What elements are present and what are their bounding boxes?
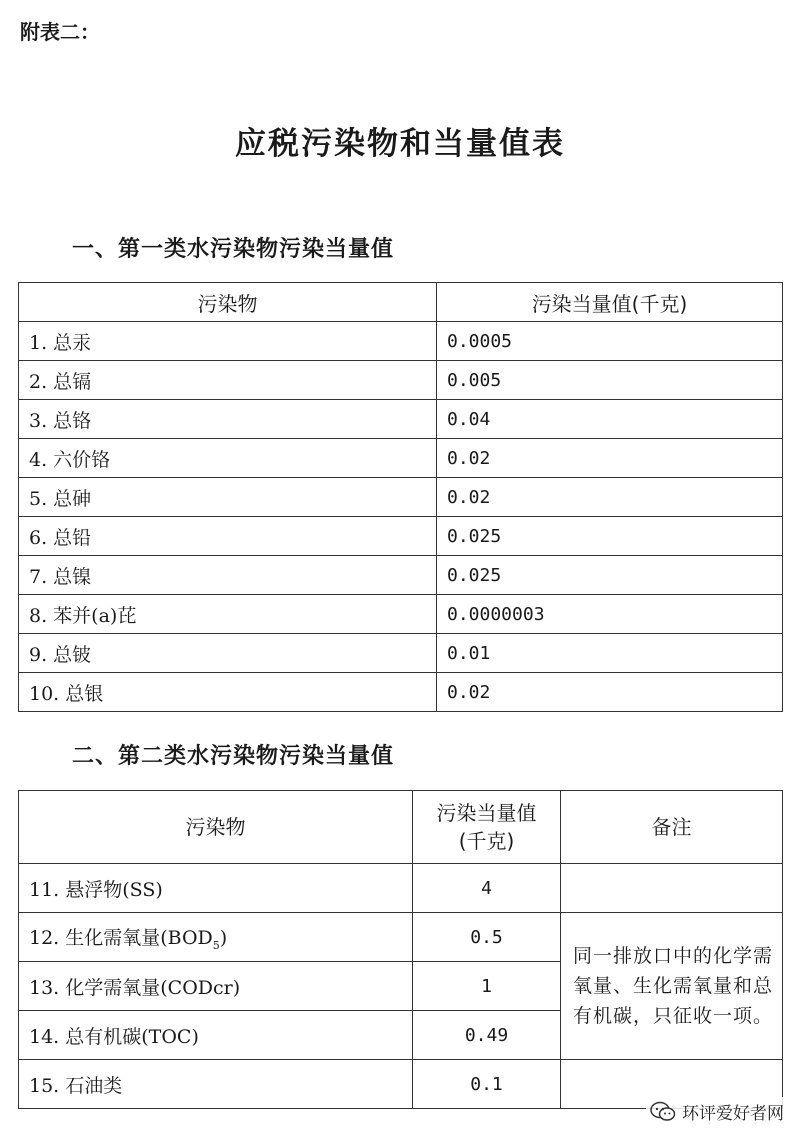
equivalent-value: 0.5 <box>413 913 561 962</box>
equivalent-value: 0.025 <box>437 556 783 595</box>
pollutant-name: 4. 六价铬 <box>19 439 437 478</box>
table-row <box>19 673 783 712</box>
table-row <box>19 595 783 634</box>
column-header-pollutant: 污染物 <box>19 283 437 322</box>
name-prefix: 12. 生化需氧量(BOD <box>29 926 213 949</box>
pollutant-name: 14. 总有机碳(TOC) <box>19 1011 413 1060</box>
remark-cell-empty <box>561 864 783 913</box>
table-row <box>19 400 783 439</box>
equivalent-value: 0.49 <box>413 1011 561 1060</box>
subscript: 5 <box>212 938 220 952</box>
pollutant-name: 5. 总砷 <box>19 478 437 517</box>
table-row <box>19 478 783 517</box>
remark-cell: 同一排放口中的化学需氧量、生化需氧量和总有机碳，只征收一项。 <box>561 913 783 1060</box>
table-category-1 <box>18 282 783 712</box>
equivalent-value: 0.0005 <box>437 322 783 361</box>
equivalent-value: 0.0000003 <box>437 595 783 634</box>
table-row <box>19 864 783 913</box>
pollutant-name: 1. 总汞 <box>19 322 437 361</box>
pollutant-name <box>19 913 413 962</box>
column-header-remark: 备注 <box>561 791 783 864</box>
pollutant-name: 15. 石油类 <box>19 1060 413 1109</box>
column-header-equivalent-value: 污染当量值(千克) <box>437 283 783 322</box>
equivalent-value: 0.1 <box>413 1060 561 1109</box>
table-row <box>19 439 783 478</box>
equivalent-value: 0.01 <box>437 634 783 673</box>
pollutant-name: 3. 总铬 <box>19 400 437 439</box>
table-header-row <box>19 791 783 864</box>
table-row <box>19 361 783 400</box>
equivalent-value: 4 <box>413 864 561 913</box>
equivalent-value: 1 <box>413 962 561 1011</box>
watermark <box>646 1097 788 1126</box>
pollutant-name: 6. 总铅 <box>19 517 437 556</box>
pollutant-name: 9. 总铍 <box>19 634 437 673</box>
document-title: 应税污染物和当量值表 <box>235 126 565 162</box>
equivalent-value: 0.025 <box>437 517 783 556</box>
equivalent-value: 0.02 <box>437 478 783 517</box>
name-suffix: ) <box>219 926 228 949</box>
appendix-label: 附表二： <box>20 20 100 44</box>
table-row <box>19 913 783 962</box>
table-row <box>19 634 783 673</box>
header-line-2: (千克) <box>458 829 515 853</box>
pollutant-name: 2. 总镉 <box>19 361 437 400</box>
pollutant-name: 13. 化学需氧量(CODcr) <box>19 962 413 1011</box>
table-row <box>19 517 783 556</box>
equivalent-value: 0.02 <box>437 439 783 478</box>
table-row <box>19 322 783 361</box>
header-line-1: 污染当量值 <box>436 801 537 825</box>
watermark-text: 环评爱好者网 <box>682 1104 784 1124</box>
pollutant-name: 11. 悬浮物(SS) <box>19 864 413 913</box>
equivalent-value: 0.02 <box>437 673 783 712</box>
table-category-2 <box>18 790 783 1109</box>
table-header-row <box>19 283 783 322</box>
wechat-icon <box>650 1101 676 1123</box>
equivalent-value: 0.005 <box>437 361 783 400</box>
column-header-equivalent-value <box>413 791 561 864</box>
pollutant-name: 7. 总镍 <box>19 556 437 595</box>
pollutant-name: 8. 苯并(a)芘 <box>19 595 437 634</box>
section1-title: 一、第一类水污染物污染当量值 <box>72 237 395 262</box>
section2-title: 二、第二类水污染物污染当量值 <box>72 744 395 769</box>
column-header-pollutant: 污染物 <box>19 791 413 864</box>
pollutant-name: 10. 总银 <box>19 673 437 712</box>
table-row <box>19 556 783 595</box>
equivalent-value: 0.04 <box>437 400 783 439</box>
